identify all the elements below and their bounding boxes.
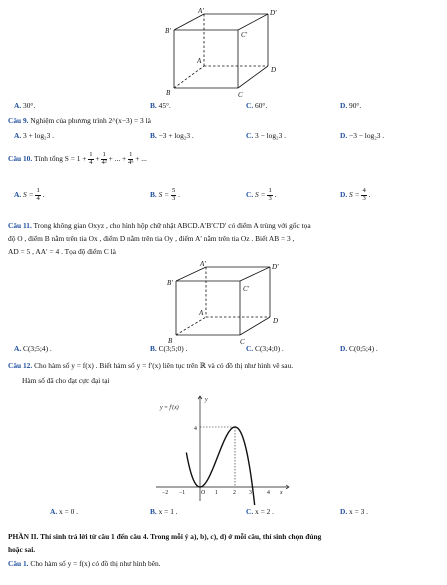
label-C-prime: C' — [241, 31, 248, 39]
q10-text: Tính tổng S = 1 + — [33, 154, 87, 164]
q10-option-d[interactable]: D. S = $\frac{4}{3}$ . — [340, 187, 371, 202]
q11-line-2: độ O , điểm B nằm trên tia Ox , điểm D nằm trên tia Oy , điểm A′ nằm trên tia Oz . Biết AB = 3 , — [8, 234, 295, 243]
x-tick-4: 4 — [267, 490, 270, 496]
q12-line-2: Hàm số đã cho đạt cực đại tại — [22, 376, 110, 385]
q10-option-a[interactable]: A. S = $\frac{1}{4}$ . — [14, 187, 45, 202]
q12-option-d[interactable]: D. x = 3 . — [340, 507, 368, 516]
q12-text-1: Cho hàm số y = f(x) . Biết hàm số y = f′(x) liên tục trên ℝ và có đồ thị như hình vẽ sau. — [34, 361, 294, 370]
label-C-prime: C' — [243, 285, 250, 293]
label-A: A — [197, 57, 202, 65]
q9-text: Nghiệm của phương trình 2^(x−3) = 3 là — [30, 116, 151, 125]
label-A-prime: A' — [198, 7, 204, 15]
part2-heading: PHẦN II. Thí sinh trả lời từ câu 1 đến câu 4. Trong mỗi ý a), b), c), d) ở mỗi câu, thí sinh chọn đúng — [8, 532, 322, 541]
q11-option-a[interactable]: A. C(3;5;4) . — [14, 344, 52, 353]
label-B-prime: B' — [165, 27, 171, 35]
q8-option-d[interactable]: D. 90°. — [340, 101, 362, 110]
x-tick-neg1: −1 — [179, 490, 186, 496]
box-figure-q11 — [162, 259, 292, 345]
label-B-prime: B' — [167, 279, 173, 287]
label-C: C — [240, 338, 245, 345]
x-tick-1: 1 — [215, 490, 218, 496]
q9-option-a[interactable]: A. 3 + log₂3 . — [14, 131, 55, 140]
q9-option-d[interactable]: D. −3 − log₂3 . — [340, 131, 385, 140]
q10-term-1: $\frac{1}{4}$ — [89, 151, 93, 166]
q10-stem: Câu 10. Tính tổng S = 1 + $\frac{1}{4}$ + $\frac{1}{\text{4²}}$ + ... + $\frac{1}{\text{4ⁿ}}$ + ... — [8, 151, 147, 166]
q9-option-c[interactable]: C. 3 − log₂3 . — [246, 131, 287, 140]
origin-label: O — [201, 490, 206, 496]
graph-xlabel: x — [280, 490, 283, 496]
graph-ylabel: y = f′(x) — [160, 405, 179, 411]
part2-q1 — [8, 559, 161, 568]
label-A: A — [199, 309, 204, 317]
q12-option-b[interactable]: B. x = 1 . — [150, 507, 178, 516]
label-B: B — [168, 337, 173, 345]
q8-option-a[interactable]: A. 30°. — [14, 101, 36, 110]
part2-heading-cont: hoặc sai. — [8, 545, 36, 554]
label-B: B — [166, 89, 171, 97]
q12-label: Câu 12. — [8, 361, 33, 370]
q11-label: Câu 11. — [8, 221, 32, 230]
box-figure-q8 — [160, 6, 290, 98]
q10-option-c[interactable]: C. S = $\frac{1}{3}$ . — [246, 187, 277, 202]
q11-option-d[interactable]: D. C(0;5;4) . — [340, 344, 378, 353]
q8-option-b[interactable]: B. 45°. — [150, 101, 171, 110]
q10-term-2: $\frac{1}{\text{4²}}$ — [101, 151, 107, 166]
q8-option-c[interactable]: C. 60°. — [246, 101, 268, 110]
label-D-prime: D' — [272, 263, 279, 271]
label-C: C — [238, 91, 243, 98]
x-tick-2: 2 — [233, 490, 236, 496]
label-D: D — [271, 66, 277, 74]
q9-stem — [8, 116, 151, 125]
label-D: D — [273, 317, 279, 325]
part2-q1-text: Cho hàm số y = f(x) có đồ thị như hình bên. — [30, 559, 161, 568]
y-tick-4: 4 — [194, 426, 197, 432]
q12-option-a[interactable]: A. x = 0 . — [50, 507, 78, 516]
q10-label: Câu 10. — [8, 154, 33, 164]
q12-line-1 — [8, 361, 293, 370]
q11-line-1 — [8, 221, 311, 230]
q11-option-b[interactable]: B. C(3;5;0) . — [150, 344, 188, 353]
q11-text-1: Trong không gian Oxyz , cho hình hộp chữ nhật ABCD.A′B′C′D′ có điểm A trùng với gốc tọa — [33, 221, 311, 230]
graph-y-mark: y — [205, 397, 208, 403]
q10-option-b[interactable]: B. S = $\frac{5}{3}$ . — [150, 187, 181, 202]
x-tick-3: 3 — [249, 490, 252, 496]
q9-option-b[interactable]: B. −3 + log₂3 . — [150, 131, 194, 140]
label-D-prime: D' — [270, 9, 277, 17]
q11-option-c[interactable]: C. C(3;4;0) . — [246, 344, 284, 353]
q9-label: Câu 9. — [8, 116, 29, 125]
q10-term-n: $\frac{1}{\text{4ⁿ}}$ — [128, 151, 134, 166]
q12-option-c[interactable]: C. x = 2 . — [246, 507, 274, 516]
q11-line-3: AD = 5 , AA′ = 4 . Tọa độ điểm C là — [8, 247, 116, 256]
label-A-prime: A' — [200, 260, 206, 268]
part2-q1-label: Câu 1. — [8, 559, 29, 568]
derivative-graph — [148, 393, 298, 505]
x-tick-neg2: −2 — [162, 490, 169, 496]
